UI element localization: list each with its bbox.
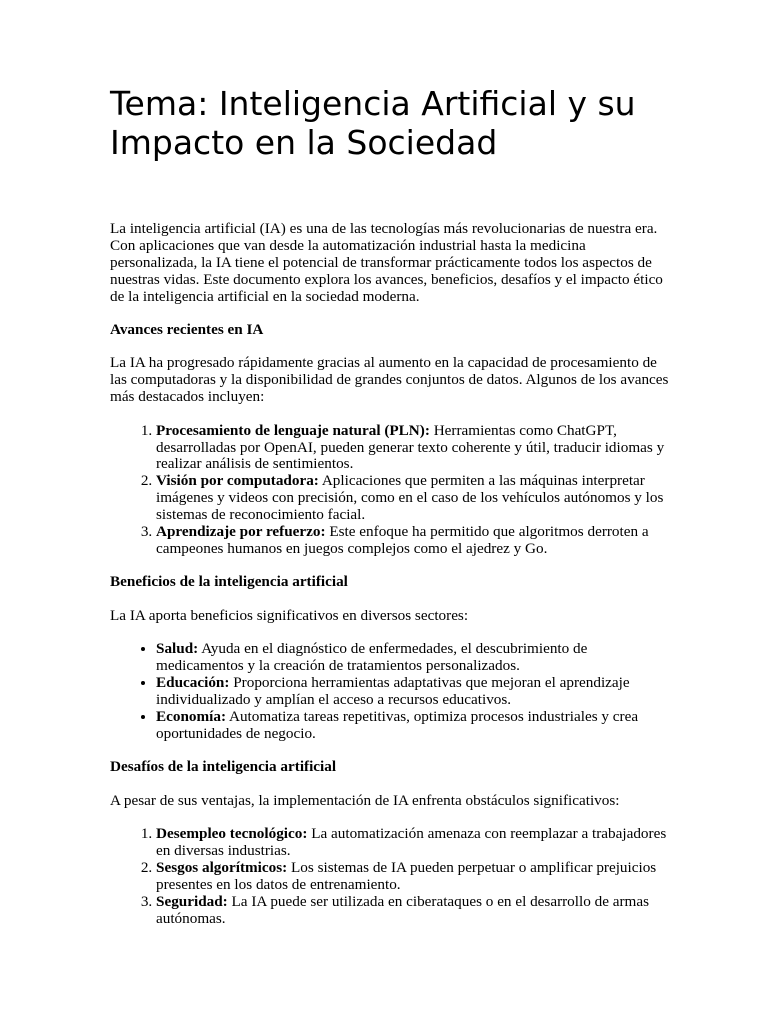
section-heading-desafios: Desafíos de la inteligencia artificial bbox=[110, 758, 337, 776]
list-item-text: Herramientas como ChatGPT, desarrolladas por OpenAI, pueden generar texto coherente y útil, traducir idiomas y realizar análisis de sentimientos. bbox=[156, 421, 665, 473]
list-item-term: Visión por computadora: bbox=[156, 472, 319, 490]
list-item-text: Aplicaciones que permiten a las máquinas interpretar imágenes y videos con precisión, como en el caso de los vehículos autónomos y los sistemas de reconocimiento facial. bbox=[156, 472, 664, 524]
list-item-term: Seguridad: bbox=[156, 892, 228, 910]
list-item-term: Sesgos algorítmicos: bbox=[156, 858, 288, 876]
list-item bbox=[156, 675, 670, 709]
numbered-list-avances bbox=[110, 423, 670, 558]
list-item bbox=[156, 473, 670, 524]
list-item-term: Economía: bbox=[156, 707, 227, 725]
list-item-text: Automatiza tareas repetitivas, optimiza procesos industriales y crea oportunidades de negocio. bbox=[156, 707, 639, 742]
document-title: Tema: Inteligencia Artificial y su Impacto en la Sociedad bbox=[110, 84, 636, 162]
list-item-term: Educación: bbox=[156, 674, 230, 692]
list-item-term: Procesamiento de lenguaje natural (PLN): bbox=[156, 421, 430, 439]
list-item bbox=[156, 894, 670, 928]
list-item-text: Los sistemas de IA pueden perpetuar o amplificar prejuicios presentes en los datos de entrenamiento. bbox=[156, 858, 657, 893]
list-item bbox=[156, 709, 670, 743]
section-paragraph-beneficios: La IA aporta beneficios significativos en diversos sectores: bbox=[110, 606, 469, 624]
list-item-text: Proporciona herramientas adaptativas que mejoran el aprendizaje individualizado y amplían el acceso a recursos educativos. bbox=[156, 674, 630, 708]
list-item bbox=[156, 641, 670, 675]
list-item bbox=[156, 860, 670, 894]
bullet-list-beneficios bbox=[110, 641, 670, 742]
list-item-text: La automatización amenaza con reemplazar a trabajadores en diversas industrias. bbox=[156, 824, 667, 859]
section-paragraph-avances: La IA ha progresado rápidamente gracias al aumento en la capacidad de procesamiento de las computadoras y la disponibilidad de grandes conjuntos de datos. Algunos de los avances más destacados incluyen: bbox=[110, 354, 669, 406]
list-item bbox=[156, 524, 670, 558]
list-item-term: Salud: bbox=[156, 640, 199, 658]
list-item-text: Este enfoque ha permitido que algoritmos derroten a campeones humanos en juegos complejos como el ajedrez y Go. bbox=[156, 523, 649, 557]
list-item-term: Desempleo tecnológico: bbox=[156, 824, 308, 842]
list-item-text: Ayuda en el diagnóstico de enfermedades, el descubrimiento de medicamentos y la creación de tratamientos personalizados. bbox=[156, 640, 588, 675]
section-paragraph-desafios: A pesar de sus ventajas, la implementación de IA enfrenta obstáculos significativos: bbox=[110, 791, 620, 809]
list-item-text: La IA puede ser utilizada en ciberataques o en el desarrollo de armas autónomas. bbox=[156, 892, 650, 927]
section-heading-avances: Avances recientes en IA bbox=[110, 321, 264, 339]
list-item bbox=[156, 826, 670, 860]
list-item bbox=[156, 423, 670, 474]
numbered-list-desafios bbox=[110, 826, 670, 927]
document-body bbox=[110, 221, 670, 927]
intro-paragraph: La inteligencia artificial (IA) es una de las tecnologías más revolucionarias de nuestra era. Con aplicaciones que van desde la automatización industrial hasta la medicina personalizada, la IA tiene el potencial de transformar prácticamente todos los aspectos de nuestras vidas. Este documento explora los avances, beneficios, desafíos y el impacto ético de la inteligencia artificial en la sociedad moderna. bbox=[110, 220, 663, 305]
section-heading-beneficios: Beneficios de la inteligencia artificial bbox=[110, 573, 348, 591]
list-item-term: Aprendizaje por refuerzo: bbox=[156, 523, 326, 541]
